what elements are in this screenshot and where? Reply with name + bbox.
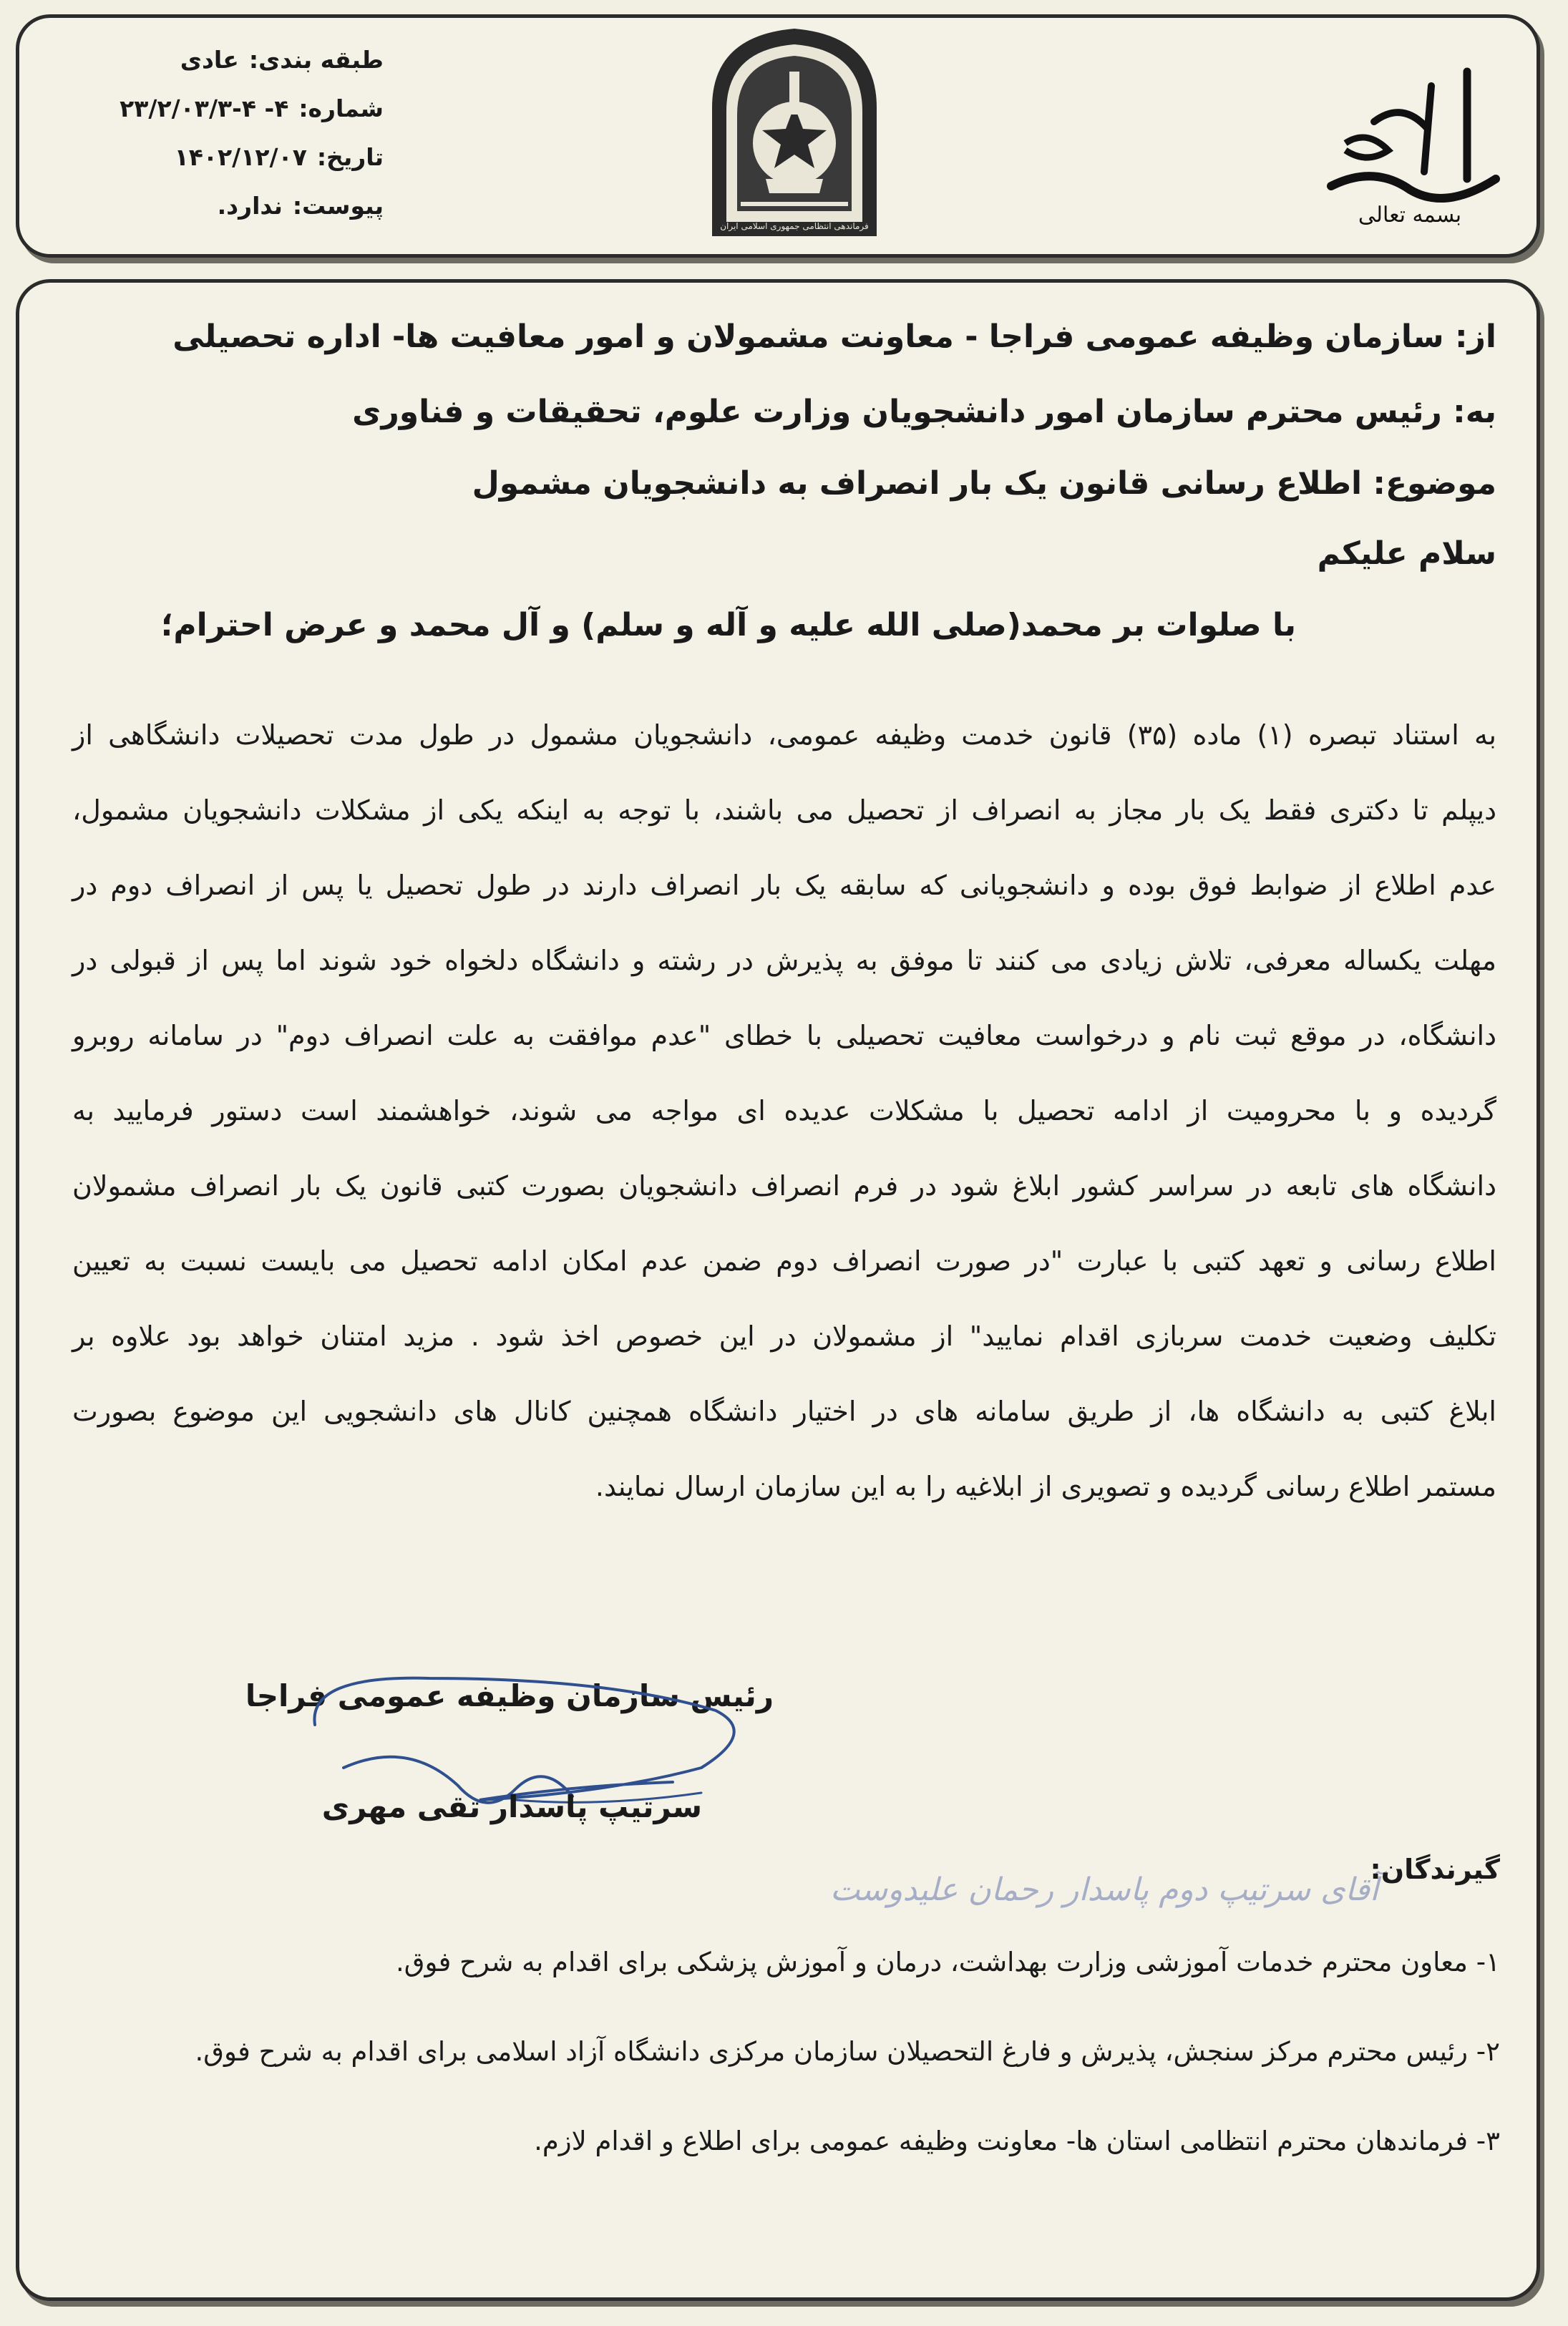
basmala-calligraphy <box>1302 43 1517 229</box>
body-line: اطلاع رسانی و تعهد کتبی با عبارت "در صورت انصراف دوم ضمن عدم امکان ادامه تحصیل می بایست نسبت به تعیین <box>72 1245 1496 1277</box>
letter-greeting: سلام علیکم <box>1317 535 1496 572</box>
police-emblem-icon <box>698 21 891 243</box>
letter-salutation: با صلوات بر محمد(صلی الله علیه و آله و سلم) و آل محمد و عرض احترام؛ <box>160 607 1296 643</box>
body-line: دیپلم تا دکتری فقط یک بار مجاز به انصراف از تحصیل می باشند، با توجه به اینکه یکی از مشکلات دانشجویان مشمول، <box>72 794 1496 826</box>
classification-label: طبقه بندی: <box>248 46 384 74</box>
receiver-item: ۱- معاون محترم خدمات آموزشی وزارت بهداشت، درمان و آموزش پزشکی برای اقدام به شرح فوق. <box>396 1947 1500 1977</box>
body-line: گردیده و با محرومیت از ادامه تحصیل با مشکلات عدیده ای مواجه می شوند، خواهشمند است دستور فرمایید به <box>72 1095 1496 1126</box>
letter-from: از: سازمان وظیفه عمومی فراجا - معاونت مشمولان و امور معافیت ها- اداره تحصیلی <box>172 318 1496 355</box>
pencil-note <box>344 1854 1379 1925</box>
classification-value: عادی <box>180 46 239 74</box>
classification-row <box>120 36 384 84</box>
number-row <box>120 84 384 133</box>
date-row <box>120 133 384 182</box>
letter-to: به: رئیس محترم سازمان امور دانشجویان وزارت علوم، تحقیقات و فناوری <box>352 394 1496 430</box>
letter-subject: موضوع: اطلاع رسانی قانون یک بار انصراف به دانشجویان مشمول <box>472 465 1496 502</box>
body-line: عدم اطلاع از ضوابط فوق بوده و دانشجویانی که سابقه یک بار انصراف دارند در طول تحصیل یا پس از انصراف دوم در <box>72 870 1496 901</box>
body-frame <box>16 279 1540 2301</box>
basmala-text: بسمه تعالی <box>1358 203 1462 228</box>
receiver-item: ۳- فرماندهان محترم انتظامی استان ها- معاونت وظیفه عمومی برای اطلاع و اقدام لازم. <box>534 2126 1500 2156</box>
signer-title: رئیس سازمان وظیفه عمومی فراجا <box>245 1678 774 1713</box>
emblem-caption: فرماندهی انتظامی جمهوری اسلامی ایران <box>720 221 869 231</box>
body-line: دانشگاه، در موقع ثبت نام و درخواست معافیت تحصیلی با خطای "عدم موافقت به علت انصراف دوم" در سامانه روبرو <box>72 1020 1496 1051</box>
body-line: ابلاغ کتبی به دانشگاه ها، از طریق سامانه های در اختیار دانشگاه همچنین کانال های دانشجویی این موضوع بصورت <box>72 1396 1496 1427</box>
receivers-title: گیرندگان: <box>1370 1854 1500 1885</box>
body-line: دانشگاه های تابعه در سراسر کشور ابلاغ شود در فرم انصراف دانشجویان بصورت کتبی قانون یک بار انصراف مشمولان <box>72 1170 1496 1202</box>
body-line: مهلت یکساله معرفی، تلاش زیادی می کنند تا موفق به پذیرش در رشته و دانشگاه دلخواه خود شوند اما پس از قبولی در <box>72 945 1496 976</box>
receiver-item: ۲- رئیس محترم مرکز سنجش، پذیرش و فارغ التحصیلان سازمان مرکزی دانشگاه آزاد اسلامی برای اقدام به شرح فوق. <box>195 2036 1500 2067</box>
letter-meta <box>120 36 384 230</box>
signer-name: سرتیپ پاسدار تقی مهری <box>321 1789 702 1824</box>
date-label: تاریخ: <box>316 143 384 171</box>
body-line: تکلیف وضعیت خدمت سربازی اقدام نمایید" از مشمولان در این خصوص اخذ شود . مزید امتنان خواهد بود علاوه بر <box>72 1320 1496 1352</box>
body-line: به استناد تبصره (۱) ماده (۳۵) قانون خدمت وظیفه عمومی، دانشجویان مشمول در طول مدت تحصیلات دانشگاهی از <box>72 719 1496 751</box>
pencil-note-text: آقای سرتیپ دوم پاسدار رحمان علیدوست <box>830 1872 1379 1908</box>
attachment-value: ندارد. <box>217 192 283 220</box>
body-line: مستمر اطلاع رسانی گردیده و تصویری از ابلاغیه را به این سازمان ارسال نمایند. <box>595 1471 1496 1502</box>
number-label: شماره: <box>298 94 384 122</box>
attachment-row <box>120 182 384 230</box>
attachment-label: پیوست: <box>292 192 384 220</box>
number-value: ۴- ۴-۲۳/۲/۰۳/۳ <box>120 94 289 122</box>
date-value: ۱۴۰۲/۱۲/۰۷ <box>174 143 307 171</box>
